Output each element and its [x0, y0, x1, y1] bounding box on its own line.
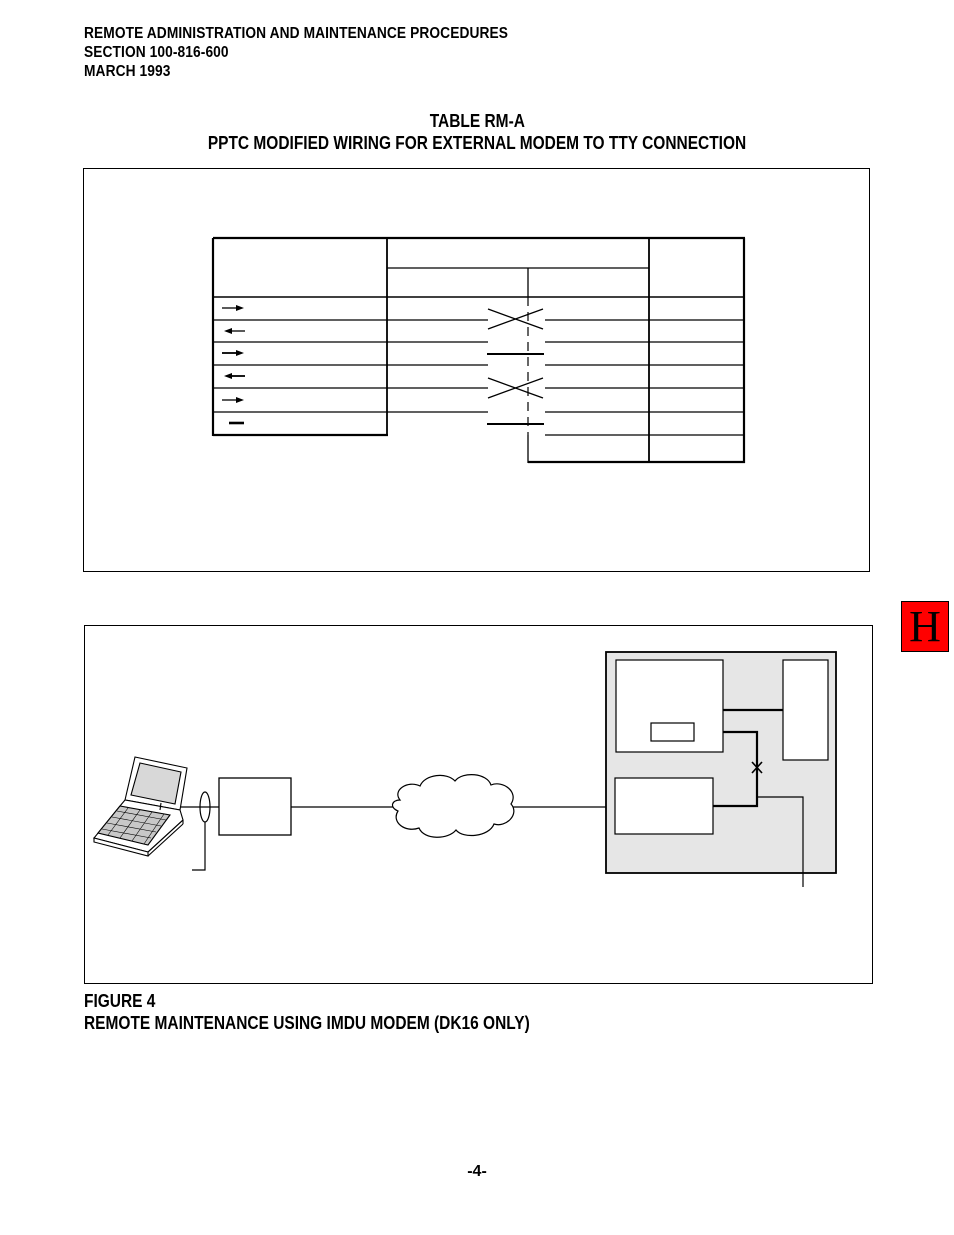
left-arrow-icon	[224, 373, 245, 379]
section-tab-h	[901, 601, 949, 652]
header-title: REMOTE ADMINISTRATION AND MAINTENANCE PROCEDURES	[84, 25, 509, 42]
section-tab-letter: H	[909, 601, 941, 651]
header-date: MARCH 1993	[84, 63, 171, 80]
figure-label: FIGURE 4	[84, 991, 156, 1011]
network-cloud-icon	[392, 775, 513, 838]
right-arrow-icon	[222, 397, 244, 403]
right-arrow-icon	[222, 350, 244, 356]
cable-loop	[192, 792, 210, 870]
figure-caption	[84, 990, 530, 1034]
wiring-table	[213, 238, 745, 463]
modem-box	[219, 778, 291, 835]
table-title: PPTC MODIFIED WIRING FOR EXTERNAL MODEM TO TTY CONNECTION	[207, 133, 747, 153]
left-arrow-icon	[224, 328, 245, 334]
system-cabinet	[606, 652, 836, 887]
laptop-icon	[94, 757, 187, 856]
page-number: -4-	[467, 1163, 487, 1180]
header-section: SECTION 100-816-600	[84, 44, 229, 61]
table-label: TABLE RM-A	[429, 111, 525, 131]
right-arrow-icon	[222, 305, 244, 311]
figure-title: REMOTE MAINTENANCE USING IMDU MODEM (DK16 ONLY)	[84, 1013, 530, 1033]
